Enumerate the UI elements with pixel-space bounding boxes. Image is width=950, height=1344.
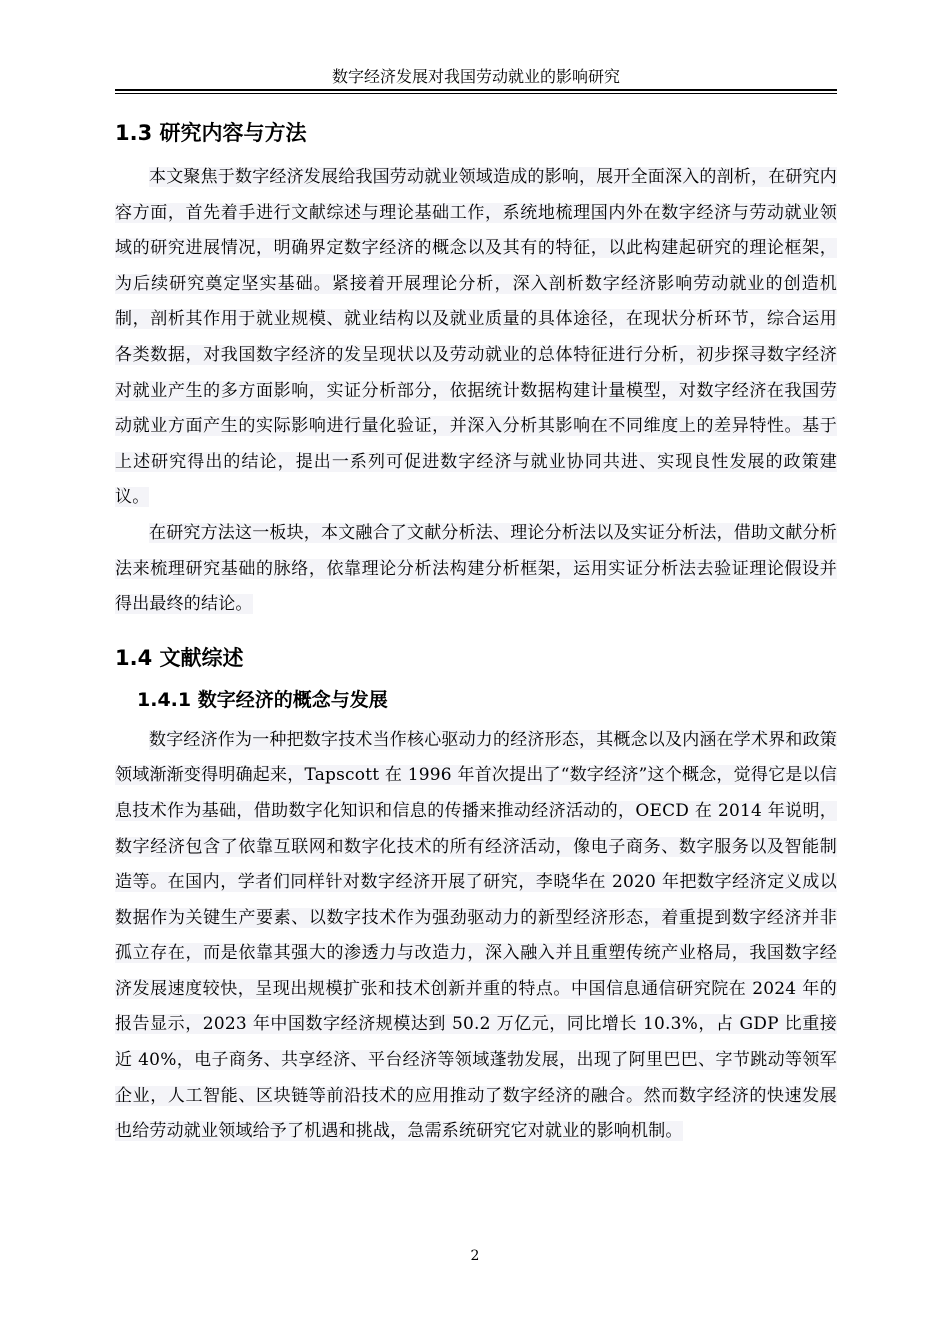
paragraph-text: 数字经济作为一种把数字技术当作核心驱动力的经济形态，其概念以及内涵在学术界和政策领域渐渐变得明确起来，Tapscott 在 1996 年首次提出了“数字经济”这个概念，觉得它是以信息技术作为基础，借助数字化知识和信息的传播来推动经济活动的，OECD 在 2014 年说明，数字经济包含了依靠互联网和数字化技术的所有经济活动，像电子商务、数字服务以及智能制造等。在国内，学者们同样针对数字经济开展了研究，李晓华在 2020 年把数字经济定义成以数据作为关键生产要素、以数字技术作为强劲驱动力的新型经济形态，着重提到数字经济并非孤立存在，而是依靠其强大的渗透力与改造力，深入融入并且重塑传统产业格局，我国数字经济发展速度较快，呈现出规模扩张和技术创新并重的特点。中国信息通信研究院在 2024 年的报告显示，2023 年中国数字经济规模达到 50.2 万亿元，同比增长 10.3%，占 GDP 比重接近 40%，电子商务、共享经济、平台经济等领域蓬勃发展，出现了阿里巴巴、字节跳动等领军企业，人工智能、区块链等前沿技术的应用推动了数字经济的融合。然而数字经济的快速发展也给劳动就业领域给予了机遇和挑战，急需系统研究它对就业的影响机制。 bbox=[115, 729, 837, 1142]
header-rule bbox=[115, 89, 837, 91]
running-header: 数字经济发展对我国劳动就业的影响研究 bbox=[331, 67, 620, 86]
paragraph-text: 本文聚焦于数字经济发展给我国劳动就业领域造成的影响，展开全面深入的剖析，在研究内容方面，首先着手进行文献综述与理论基础工作，系统地梳理国内外在数字经济与劳动就业领域的研究进展情况，明确界定数字经济的概念以及其有的特征，以此构建起研究的理论框架，为后续研究奠定坚实基础。紧接着开展理论分析，深入剖析数字经济影响劳动就业的创造机制，剖析其作用于就业规模、就业结构以及就业质量的具体途径，在现状分析环节，综合运用各类数据，对我国数字经济的发呈现状以及劳动就业的总体特征进行分析，初步探寻数字经济对就业产生的多方面影响，实证分析部分，依据统计数据构建计量模型，对数字经济在我国劳动就业方面产生的实际影响进行量化验证，并深入分析其影响在不同维度上的差异特性。基于上述研究得出的结论，提出一系列可促进数字经济与就业协同共进、实现良性发展的政策建议。 bbox=[115, 167, 837, 508]
page-number: 2 bbox=[470, 1248, 480, 1264]
paragraph-text: 在研究方法这一板块，本文融合了文献分析法、理论分析法以及实证分析法，借助文献分析法来梳理研究基础的脉络，依靠理论分析法构建分析框架，运用实证分析法去验证理论假设并得出最终的结论。 bbox=[115, 522, 837, 615]
body-paragraph bbox=[115, 160, 837, 516]
page-body bbox=[115, 110, 837, 1150]
header-rule-thin bbox=[115, 93, 837, 94]
section-heading-1-3: 1.3 研究内容与方法 bbox=[115, 121, 307, 145]
section-heading-1-4: 1.4 文献综述 bbox=[115, 645, 244, 670]
body-paragraph bbox=[115, 516, 837, 623]
subsection-heading-1-4-1: 1.4.1 数字经济的概念与发展 bbox=[137, 688, 388, 711]
body-paragraph bbox=[115, 723, 837, 1150]
